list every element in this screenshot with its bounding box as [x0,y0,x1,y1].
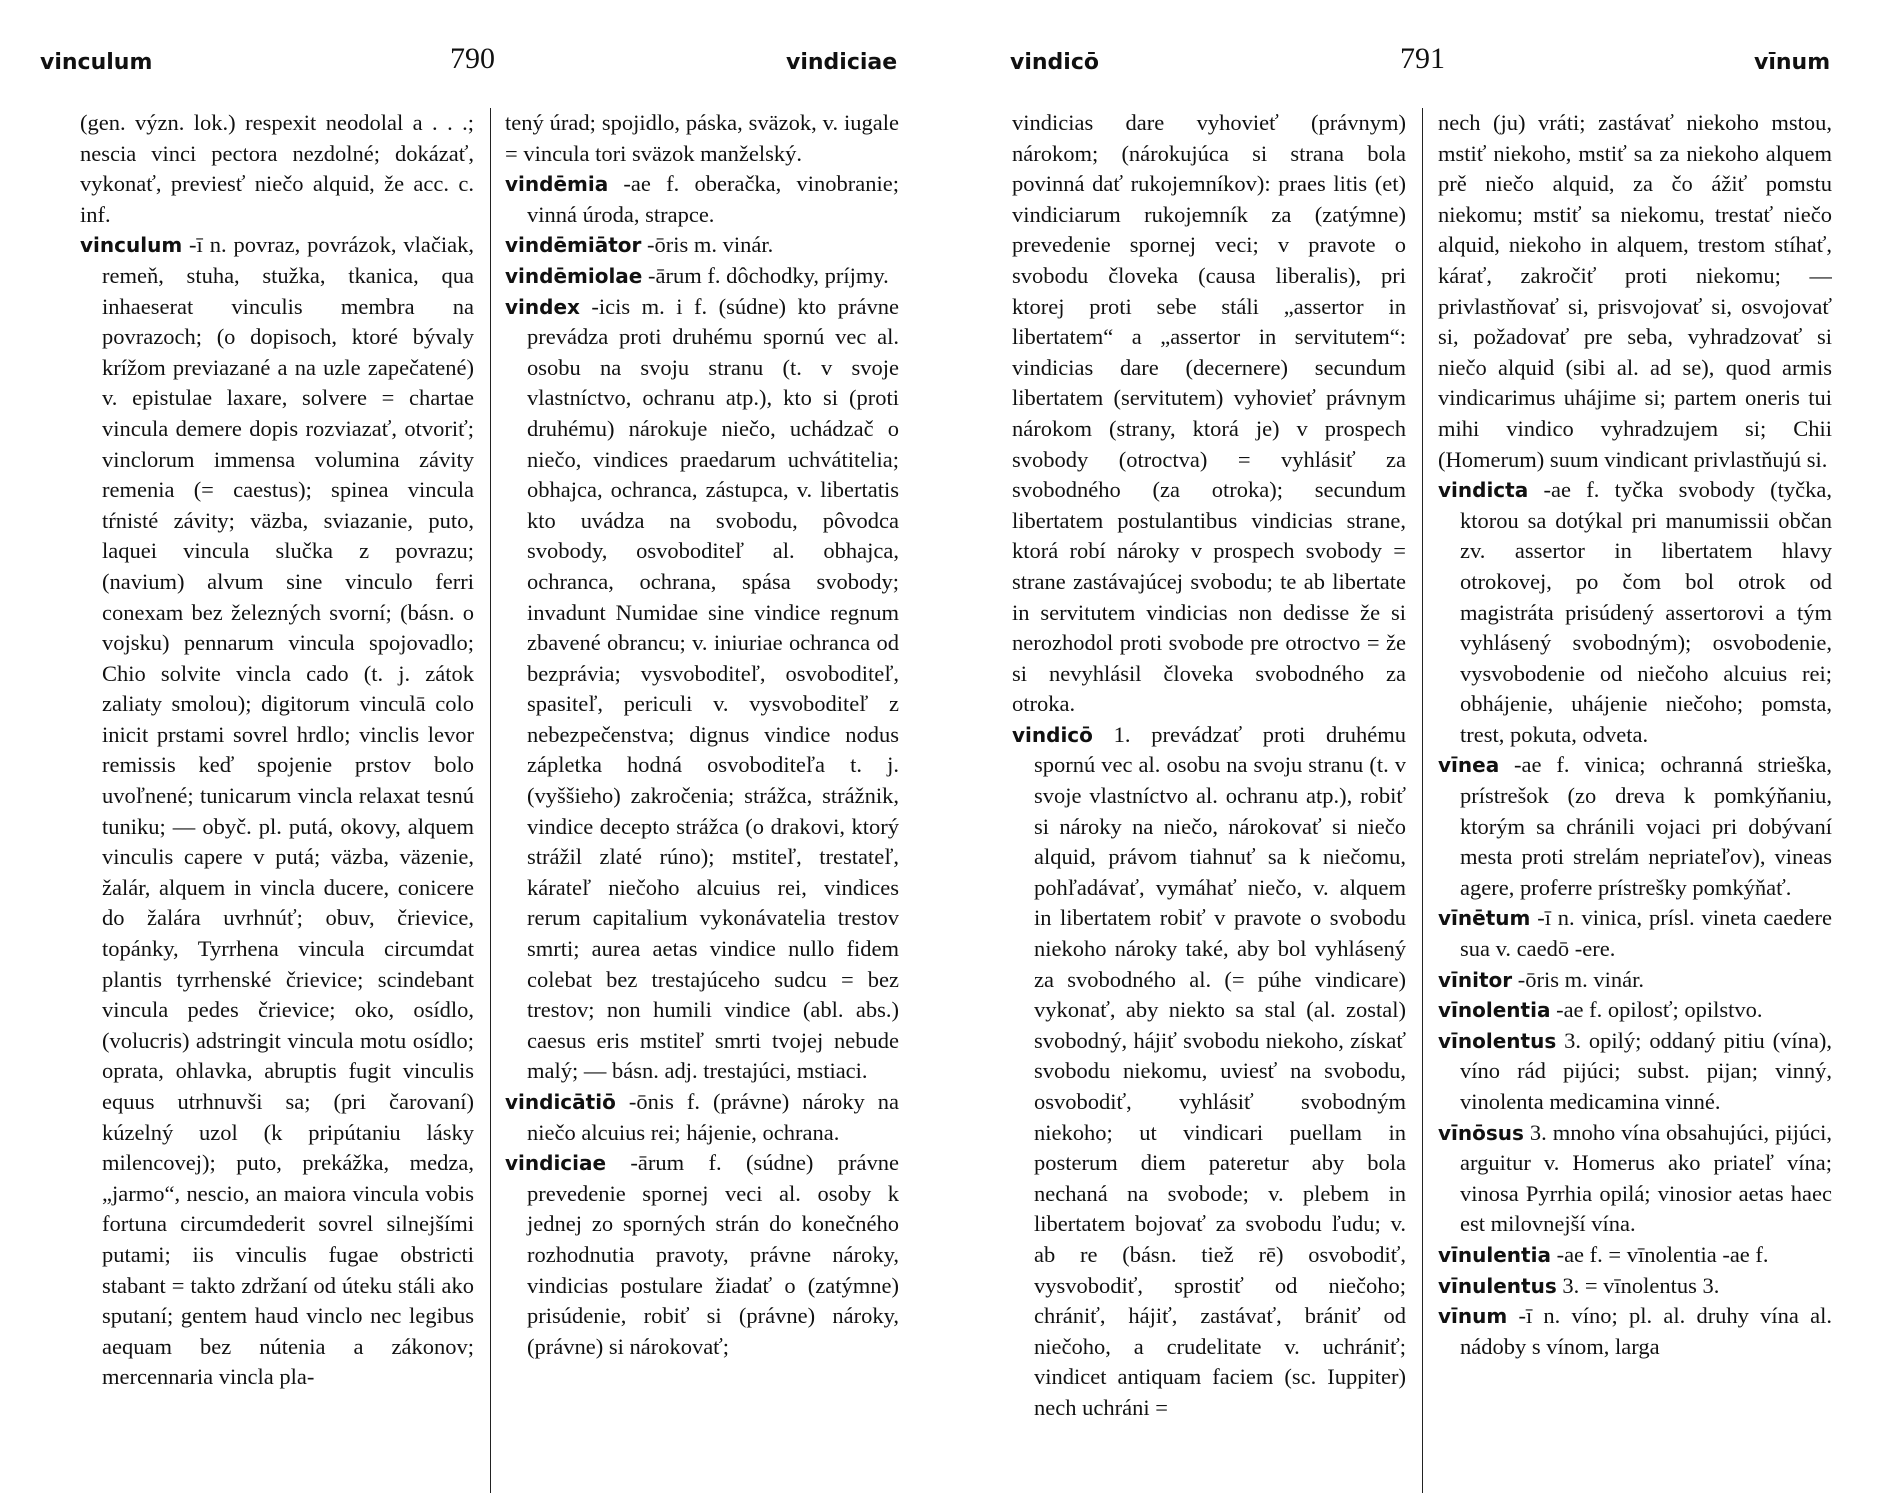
running-head-right: vindiciae [786,50,898,75]
entry-headword: vinculum [80,233,183,258]
entry-text: 1. prevádzať proti druhému spornú vec al. osobu na svoju stranu (t. v svoje vlastníctvo al. ochranu atp.), robiť si nároky na niečo, nárokovať si niečo alquid, právom tiahnuť sa k niečomu, pohľadávať, vymáhať niečo, v. alquem in libertatem robiť v pravote o svobodu niekoho nároky také, aby bol vyhlásený za svobodného al. (= púhe vindicare) vykonať, aby niekto sa stal (al. zostal) svobodný, hájiť svobodu niekoho, získať svobodu niekomu, uviesť na svobodu, osvobodiť, vyhlásiť svobodným niekoho; ut vindicari puellam in posterum diem pateretur aby bola nechaná na svobode; v. plebem in libertatem bojovať za svobodu ľudu; v. ab re (básn. tiež rē) osvobodiť, vysvobodiť, sprostiť od niečoho; chrániť, hájiť, zastávať, brániť od niečoho, a crudelitate v. uchrániť; vindicet antiquam faciem (sc. Iuppiter) nech uchráni = [1034,721,1406,1420]
entry-headword: vīnum [1438,1304,1508,1329]
column-2 [505,108,899,1498]
running-head-left: vindicō [1010,50,1099,75]
entry-text: -ī n. povraz, povrázok, vlačiak, remeň, stuha, stužka, tkanica, qua inhaeserat vinculis membra na povrazoch; (o dopisoch, ktoré bývaly krížom previazané a na uzle zapečatené) v. epistulae laxare, solvere = chartae vincula demere dopis rozviazať, otvoriť; vinclorum immensa volumina závity remenia (= caestus); spinea vincula tŕnisté závity; väzba, sviazanie, puto, laquei vincula slučka z povrazu; (navium) alvum sine vinculo ferri conexam bez železných svorní; (básn. o vojsku) pennarum vincula spojovadlo; Chio solvite vincla cado (t. j. zátok zaliaty smolou); digitorum vinculā colo inicit prstami sovrel hrdlo; vinclis levor remissis keď spojenie prstov bolo uvoľnené; tunicarum vincla relaxat tesnú tuniku; — obyč. pl. putá, okovy, alquem vinculis capere v putá; väzba, väzenie, žalár, alquem in vincla ducere, conicere do žalára uvrhnúť; obuv, črievice, topánky, Tyrrhena vincula circumdat plantis tyrrhenské črievice; scindebant vincula pedes črievice; oko, osídlo, (volucris) adstringit vincula motu osídlo; oprata, ohlavka, abruptis fugit vinculis equus utrhnuvši sa; (pri čarovaní) kúzelný uzol (k pripútaniu lásky milencovej); puto, prekážka, medza, „jarmo“, nescio, an maiora vincula vobis fortuna circumdederit sovrel silnejšími putami; iis vinculis fugae obstricti stabant = takto zdržaní od úteku stáli ako sputaní; gentem haud vinclo nec legibus aequam bez nútenia a zákonov; mercennaria vincla pla- [102,232,474,1390]
entry-text: 3. opilý; oddaný pitiu (vína), víno rád pijúci; subst. pijan; vinný, vinolenta medicamina vinné. [1460,1027,1832,1114]
dictionary-entry [505,261,899,292]
entry-text: -ōris m. vinár. [1512,966,1645,992]
column-2 [1438,108,1832,1498]
dictionary-entry [505,108,899,169]
entry-headword: vindicātiō [505,1090,616,1114]
entry-text: -ae f. oberačka, vinobranie; vinná úroda, strapce. [527,171,899,227]
entry-text: -ōris m. vinár. [641,232,774,258]
entry-text: -ae f. opilosť; opilstvo. [1550,997,1763,1023]
entry-headword: vīnolentia [1438,998,1551,1023]
dictionary-entry [1438,995,1832,1026]
entry-headword: vīnea [1438,753,1500,778]
dictionary-entry [1012,720,1406,1424]
dictionary-entry [1438,108,1832,475]
column-1 [80,108,474,1498]
entry-headword: vindicō [1012,722,1093,747]
dictionary-entry [505,1148,899,1362]
right-page [944,0,1888,1500]
dictionary-entry [1438,1026,1832,1118]
entry-text: -ae f. = vīnolentia -ae f. [1550,1241,1769,1267]
dictionary-entry [1438,965,1832,996]
dictionary-entry [1438,475,1832,750]
page-number: 790 [450,42,495,75]
entry-headword: vindēmiātor [505,233,642,258]
dictionary-entry [1438,1240,1832,1271]
entry-text: -ae f. vinica; ochranná strieška, prístrešok (zo dreva k pomkýňaniu, ktorým sa chránili vojaci pri dobývaní mesta proti strelám nepriateľov), vineas agere, proferre prístrešky pomkýňať. [1460,752,1832,900]
running-head-right: vīnum [1754,50,1831,75]
entry-text: 3. mnoho vína obsahujúci, pijúci, arguitur v. Homerus ako priateľ vína; vinosa Pyrrhia opilá; vinosior aetas haec est milovnejší vína. [1460,1119,1832,1237]
entry-headword: vīnōsus [1438,1120,1524,1145]
entry-text: -ae f. tyčka svobody (tyčka, ktorou sa dotýkal pri manumissii občan zv. assertor in libertatem hlavy otrokovej, po čom bol otrok od magistráta prisúdený assertorovi a tým vyhlásený svobodným); osvobodenie, vysvobodenie od niečoho alcuius rei; obhájenie, uhájenie niečoho; pomsta, trest, pokuta, odveta. [1460,477,1832,747]
entry-text: -ārum f. (súdne) právne prevedenie spornej veci al. osoby k jednej zo sporných strán do konečného rozhodnutia pravoty, právne nároky, vindicias postulare žiadať o (zatýmne) prisúdenie, robiť si (právne) nároky, (právne) si nárokovať; [527,1150,899,1359]
entry-headword: vindicta [1438,478,1529,503]
dictionary-entry [505,292,899,1087]
column-1 [1012,108,1406,1498]
entry-text: -ī n. vinica, prísl. vineta caedere sua v. caedō -ere. [1460,905,1832,962]
dictionary-entry [80,108,474,230]
dictionary-entry [505,230,899,261]
entry-headword: vindex [505,294,580,319]
dictionary-entry [1438,1118,1832,1240]
entry-text: -ī n. víno; pl. al. druhy vína al. nádoby s vínom, larga [1460,1303,1832,1359]
entry-headword: vīnolentus [1438,1028,1557,1053]
entry-text: (gen. význ. lok.) respexit neodolal a . . .; nescia vinci pectora nezdolné; dokázať, vykonať, previesť niečo alquid, že acc. c. inf. [80,110,474,227]
entry-headword: vīnētum [1438,906,1531,931]
entry-headword: vindiciae [505,1151,607,1176]
running-head-left: vinculum [40,50,153,75]
dictionary-entry [1438,1301,1832,1362]
dictionary-entry [1438,750,1832,903]
entry-headword: vindēmiolae [505,263,643,288]
entry-text: 3. = vīnolentus 3. [1556,1272,1720,1298]
dictionary-entry [1012,108,1406,720]
column-divider [490,108,491,1493]
column-divider [1422,108,1423,1493]
dictionary-entry [1438,1271,1832,1302]
entry-text: -icis m. i f. (súdne) kto právne prevádza proti druhému spornú vec al. osobu na svoju stranu (t. v svoje vlastníctvo, ochranu atp.), kto si (proti druhému) nárokuje niečo, uchádzač o niečo, vindices praedarum uchvátitelia; obhajca, ochranca, zástupca, v. libertatis kto uvádza na svobodu, pôvodca svobody, osvoboditeľ al. obhajca, ochranca, ochrana, spása svobody; invadunt Numidae sine vindice regnum zbavené obrancu; v. iniuriae ochranca od bezprávia; vysvoboditeľ, osvoboditeľ, spasiteľ, periculi v. vysvoboditeľ z nebezpečenstva; dignus vindice nodus zápletka hodná osvoboditeľa t. j. (vyššieho) zakročenia; strážca, strážnik, vindice decepto strážca (o drakovi, ktorý strážil zlaté rúno); mstiteľ, trestateľ, kárateľ niečoho alcuius rei, vindices rerum capitalium vykonávatelia trestov smrti; aurea aetas vindice nullo fidem colebat bez trestajúceho sudcu = bez trestov; non humili vindice (abl. abs.) caesus eris mstiteľ smrti tvojej nebude malý; — básn. adj. trestajúci, mstiaci. [527,293,899,1084]
dictionary-entry [80,230,474,1393]
entry-text: tený úrad; spojidlo, páska, sväzok, v. iugale = vincula tori sväzok manželský. [505,110,899,166]
entry-text: -ōnis f. (právne) nároky na niečo alcuius rei; hájenie, ochrana. [527,1089,899,1145]
entry-headword: vīnitor [1438,967,1513,992]
entry-text: nech (ju) vráti; zastávať niekoho mstou, mstiť niekoho, mstiť sa za niekoho alquem prě niečo alquid, za čo ážiť pomstu niekomu; mstiť sa niekomu, trestať niečo alquid, niekoho in alquem, trestom stíhať, kárať, zakročiť proti niekomu; — privlastňovať si, prisvojovať si, osvojovať si, požadovať pre seba, vyhradzovať si niečo alquid (sibi al. ad se), quod armis vindicarimus uhájime si; partem oneris tui mihi vindico vyhradzujem si; Chii (Homerum) suum vindicant privlastňujú si. [1438,110,1832,472]
dictionary-entry [1438,903,1832,964]
dictionary-entry [505,1087,899,1148]
page-number: 791 [1400,42,1445,75]
dictionary-entry [505,169,899,230]
entry-headword: vīnulentia [1438,1242,1551,1267]
entry-headword: vīnulentus [1438,1273,1557,1298]
entry-headword: vindēmia [505,172,609,197]
entry-text: vindicias dare vyhovieť (právnym) nárokom; (nárokujúca si strana bola povinná dať rukojemníkov): praes litis (et) vindiciarum rukojemník za (zatýmne) prevedenie spornej veci; v pravote o svobodu človeka (causa liberalis), pri ktorej proti sebe stáli „assertor in libertatem“ a „assertor in servitutem“: vindicias dare (decernere) secundum libertatem (servitutem) vyhovieť právnym nárokom (strany, ktorá je) v prospech svobody (otroctva) = vyhlásiť za svobodného (za otroka); secundum libertatem postulantibus vindicias strane, ktorá robí nároky v prospech svobody = strane zastávajúcej svobodu; te ab libertate in servitutem vindicias non dedisse že si nerozhodol proti svobode pre otroctvo = že si nevyhlásil človeka svobodného za otroka. [1012,110,1406,717]
entry-text: -ārum f. dôchodky, príjmy. [642,262,889,288]
